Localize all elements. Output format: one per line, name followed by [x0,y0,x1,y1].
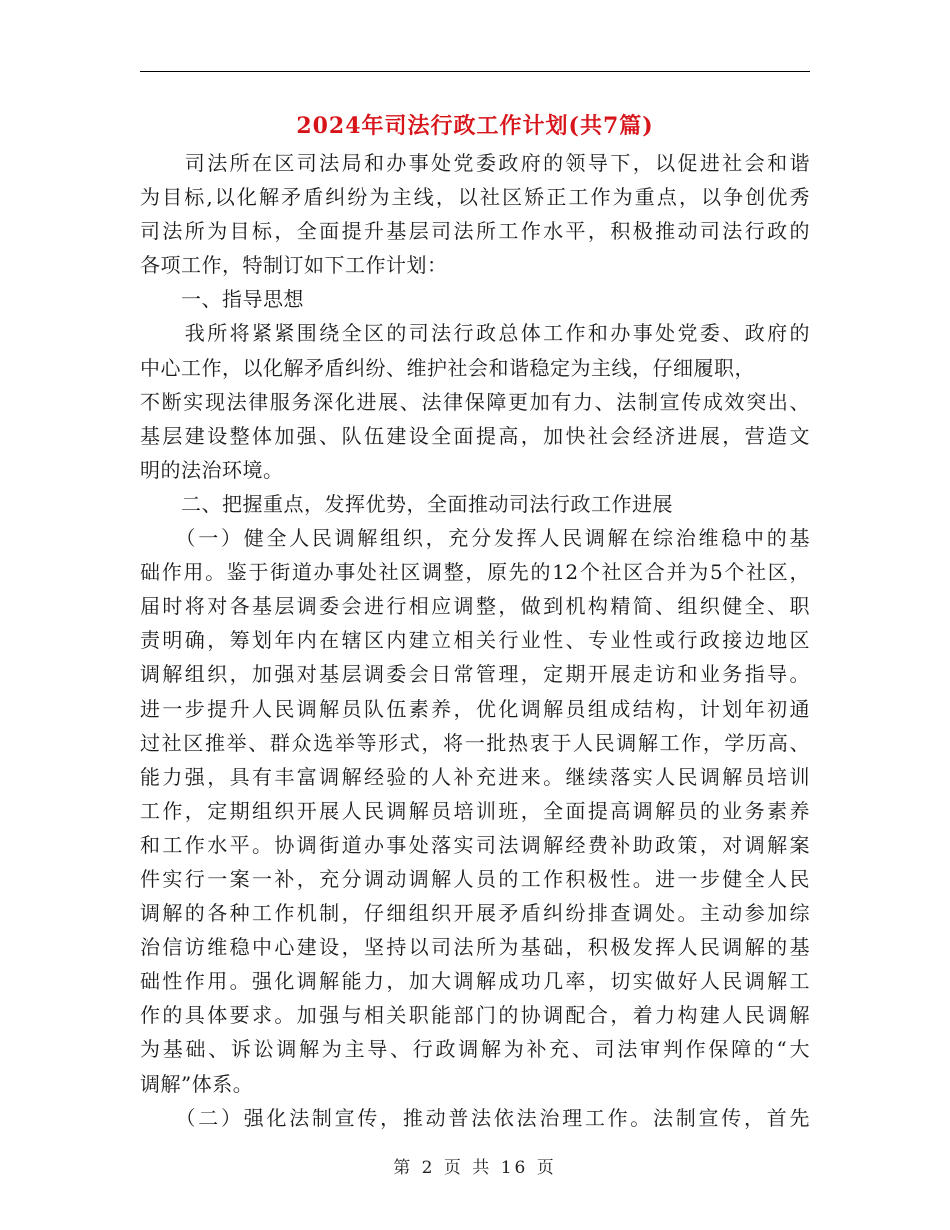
document-title: 2024年司法行政工作计划(共7篇) [296,113,654,139]
text-line: 工作，定期组织开展人民调解员培训班，全面提高调解员的业务素养 [140,798,810,823]
text-line: 件实行一案一补，充分调动调解人员的工作积极性。进一步健全人民 [140,866,810,891]
text-line: 和工作水平。协调街道办事处落实司法调解经费补助政策，对调解案 [140,832,810,857]
text-line: 届时将对各基层调委会进行相应调整，做到机构精简、组织健全、职 [140,594,810,619]
text-line: 二、把握重点，发挥优势，全面推动司法行政工作进展 [140,491,673,516]
text-line: 基层建设整体加强、队伍建设全面提高，加快社会经济进展，营造文 [140,423,810,448]
text-line: 明的法治环境。 [140,457,284,482]
text-line: （二）强化法制宣传，推动普法依法治理工作。法制宣传，首先 [140,1105,810,1130]
text-line: 调解的各种工作机制，仔细组织开展矛盾纠纷排查调处。主动参加综 [140,901,810,926]
text-line: 调解”体系。 [140,1071,254,1096]
text-line: 司法所为目标，全面提升基层司法所工作水平，积极推动司法行政的 [140,219,810,244]
text-line: 中心工作，以化解矛盾纠纷、维护社会和谐稳定为主线，仔细履职， [140,355,755,380]
text-line: 责明确，筹划年内在辖区内建立相关行业性、专业性或行政接边地区 [140,628,810,653]
text-line: 作的具体要求。加强与相关职能部门的协调配合，着力构建人民调解 [140,1003,810,1028]
document-body [140,146,810,1135]
page-footer: 第 2 页 共 16 页 [393,1158,557,1178]
text-line: 治信访维稳中心建设，坚持以司法所为基础，积极发挥人民调解的基 [140,935,810,960]
text-line: 我所将紧紧围绕全区的司法行政总体工作和办事处党委、政府的 [140,321,810,346]
header-rule [140,71,810,72]
text-line: 各项工作，特制订如下工作计划： [140,253,448,278]
text-line: 进一步提升人民调解员队伍素养，优化调解员组成结构，计划年初通 [140,696,810,721]
text-line: 一、指导思想 [140,287,304,312]
text-line: 能力强，具有丰富调解经验的人补充进来。继续落实人民调解员培训 [140,764,810,789]
text-line: 础作用。鉴于街道办事处社区调整，原先的12个社区合并为5个社区， [140,560,810,585]
text-line: 础性作用。强化调解能力，加大调解成功几率，切实做好人民调解工 [140,969,810,994]
text-line: 为基础、诉讼调解为主导、行政调解为补充、司法审判作保障的“大 [140,1037,810,1062]
text-line: （一）健全人民调解组织，充分发挥人民调解在综治维稳中的基 [140,526,810,551]
text-line: 为目标,以化解矛盾纠纷为主线，以社区矫正工作为重点，以争创优秀 [140,185,810,210]
text-line: 过社区推举、群众选举等形式，将一批热衷于人民调解工作，学历高、 [140,730,810,755]
text-line: 不断实现法律服务深化进展、法律保障更加有力、法制宣传成效突出、 [140,389,810,414]
text-line: 调解组织，加强对基层调委会日常管理，定期开展走访和业务指导。 [140,662,810,687]
text-line: 司法所在区司法局和办事处党委政府的领导下，以促进社会和谐 [140,151,810,175]
